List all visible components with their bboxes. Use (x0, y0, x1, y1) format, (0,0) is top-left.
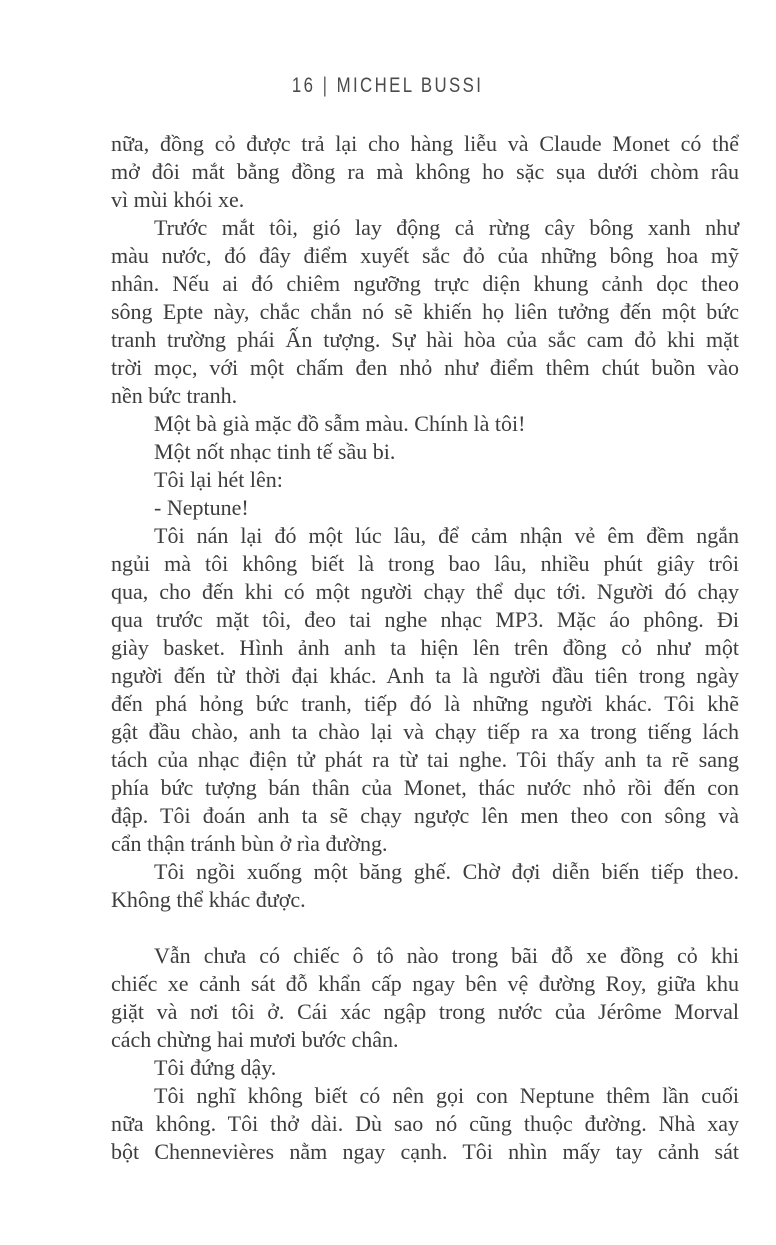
text-line: vì mùi khói xe. (111, 187, 245, 212)
paragraph (111, 410, 739, 438)
text-line: Tôi đứng dậy. (154, 1055, 277, 1080)
paragraph (111, 858, 739, 914)
text-line: Tôi lại hét lên: (154, 467, 283, 492)
page-number: 16 (292, 74, 316, 97)
text-line: giặt và nơi tôi ở. Cái xác ngập trong nước của Jérôme Morval (111, 999, 739, 1024)
text-line: mở đôi mắt bằng đồng ra mà không ho sặc sụa dưới chòm râu (111, 159, 739, 184)
text-line: trời mọc, với một chấm đen nhỏ như điểm thêm chút buồn vào (111, 355, 739, 380)
paragraph (111, 1054, 739, 1082)
text-line: cẩn thận tránh bùn ở rìa đường. (111, 831, 388, 856)
text-line: cách chừng hai mươi bước chân. (111, 1027, 399, 1052)
paragraph (111, 494, 739, 522)
text-line: nữa, đồng cỏ được trả lại cho hàng liễu và Claude Monet có thể (111, 131, 739, 156)
paragraph (111, 1082, 739, 1166)
text-line: gật đầu chào, anh ta chào lại và chạy tiếp ra xa trong tiếng lách (111, 719, 739, 744)
text-line: màu nước, đó đây điểm xuyết sắc đỏ của những bông hoa mỹ (111, 243, 739, 268)
text-line: - Neptune! (154, 495, 249, 520)
text-line: bột Chennevières nằm ngay cạnh. Tôi nhìn mấy tay cảnh sát (111, 1139, 739, 1164)
text-line: giày basket. Hình ảnh anh ta hiện lên trên đồng cỏ như một (111, 635, 739, 660)
text-line: phía bức tượng bán thân của Monet, thác nước nhỏ rồi đến con (111, 775, 739, 800)
text-line: Vẫn chưa có chiếc ô tô nào trong bãi đỗ xe đồng cỏ khi (154, 943, 739, 968)
paragraph (111, 466, 739, 494)
author-name: MICHEL BUSSI (336, 74, 484, 97)
text-line: Một nốt nhạc tinh tế sầu bi. (154, 439, 396, 464)
text-line: nhân. Nếu ai đó chiêm ngưỡng trực diện khung cảnh dọc theo (111, 271, 739, 296)
text-line: sông Epte này, chắc chắn nó sẽ khiến họ liên tưởng đến một bức (111, 299, 739, 324)
text-line: đến phá hỏng bức tranh, tiếp đó là những người khác. Tôi khẽ (111, 691, 739, 716)
text-line: chiếc xe cảnh sát đỗ khẩn cấp ngay bên vệ đường Roy, giữa khu (111, 971, 739, 996)
paragraph (111, 214, 739, 410)
page-header-inner (292, 74, 483, 98)
paragraph (111, 130, 739, 214)
body-text (111, 130, 739, 1166)
text-line: Không thể khác được. (111, 887, 306, 912)
paragraph (111, 438, 739, 466)
text-line: tách của nhạc điện tử phát ra từ tai nghe. Tôi thấy anh ta rẽ sang (111, 747, 739, 772)
text-line: qua, cho đến khi có một người chạy thể dục tới. Người đó chạy (111, 579, 739, 604)
text-line: tranh trường phái Ấn tượng. Sự hài hòa của sắc cam đỏ khi mặt (111, 327, 739, 352)
text-line: Tôi ngồi xuống một băng ghế. Chờ đợi diễn biến tiếp theo. (154, 859, 739, 884)
text-line: nền bức tranh. (111, 383, 238, 408)
text-line: đập. Tôi đoán anh ta sẽ chạy ngược lên men theo con sông và (111, 803, 739, 828)
text-line: người đến từ thời đại khác. Anh ta là người đầu tiên trong ngày (111, 663, 739, 688)
text-line: Một bà già mặc đồ sẫm màu. Chính là tôi! (154, 411, 526, 436)
paragraph (111, 522, 739, 858)
header-separator: | (322, 74, 330, 97)
text-line: Trước mắt tôi, gió lay động cả rừng cây bông xanh như (154, 215, 739, 240)
text-line: Tôi nán lại đó một lúc lâu, để cảm nhận vẻ êm đềm ngắn (154, 523, 739, 548)
text-line: ngủi mà tôi không biết là trong bao lâu, nhiều phút giây trôi (111, 551, 739, 576)
text-line: nữa không. Tôi thở dài. Dù sao nó cũng thuộc đường. Nhà xay (111, 1111, 739, 1136)
paragraph (111, 942, 739, 1054)
text-line: qua trước mặt tôi, đeo tai nghe nhạc MP3. Mặc áo phông. Đi (111, 607, 739, 632)
text-line: Tôi nghĩ không biết có nên gọi con Neptune thêm lần cuối (154, 1083, 739, 1108)
page-header (0, 74, 776, 98)
